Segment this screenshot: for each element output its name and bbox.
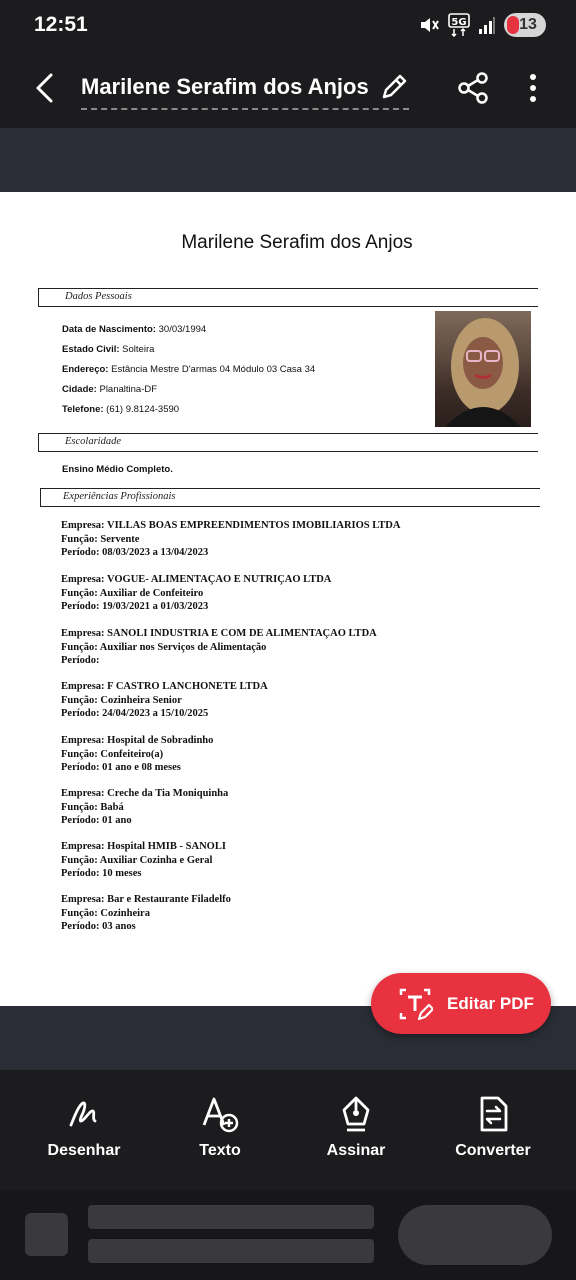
birth-date: Data de Nascimento: 30/03/1994: [62, 324, 207, 335]
document-title-text: Marilene Serafim dos Anjos: [81, 74, 369, 99]
back-button[interactable]: [26, 68, 62, 108]
ad-text-placeholder: [88, 1205, 374, 1229]
pencil-icon: [379, 72, 409, 102]
draw-button[interactable]: [24, 1092, 144, 1160]
experience-entry: Empresa: Bar e Restaurante Filadelfo Função: Cozinheira Período: 03 anos: [61, 894, 231, 932]
back-arrow-icon: [33, 72, 55, 104]
pen-nib-icon: [339, 1095, 373, 1133]
more-vertical-icon: [529, 73, 537, 103]
edit-text-icon: [397, 986, 433, 1022]
cv-name: Marilene Serafim dos Anjos: [181, 232, 413, 253]
edit-pdf-button[interactable]: [371, 973, 551, 1034]
app-bar: [0, 52, 576, 128]
status-icons: [418, 13, 546, 37]
section-education: Escolaridade: [38, 433, 538, 452]
experience-entry: Empresa: VOGUE- ALIMENTAÇAO E NUTRIÇAO LTDA Função: Auxiliar de Confeiteiro Período: 19/03/2021 a 01/03/2023: [61, 574, 332, 612]
ad-button-placeholder[interactable]: [398, 1205, 552, 1265]
experience-entry: Empresa: Hospital de Sobradinho Função: Confeiteiro(a) Período: 01 ano e 08 meses: [61, 735, 214, 773]
sign-label: Assinar: [326, 1142, 386, 1159]
experience-entry: Empresa: SANOLI INDUSTRIA E COM DE ALIMENTAÇAO LTDA Função: Auxiliar nos Serviços de Alimentação Período:: [61, 628, 377, 666]
education-text: Ensino Médio Completo.: [62, 464, 173, 475]
section-experience: Experiências Profissionais: [40, 488, 540, 507]
experience-entry: Empresa: Creche da Tia Moniquinha Função: Babá Período: 01 ano: [61, 788, 229, 826]
pdf-page[interactable]: [0, 192, 576, 1006]
more-options-button[interactable]: [518, 68, 548, 108]
ad-image-placeholder: [25, 1213, 68, 1256]
ad-text-placeholder: [88, 1239, 374, 1263]
share-button[interactable]: [454, 68, 492, 108]
phone: Telefone: (61) 9.8124-3590: [62, 404, 180, 415]
convert-label: Converter: [455, 1142, 531, 1159]
status-time: 12:51: [34, 13, 88, 36]
text-label: Texto: [199, 1142, 241, 1159]
address: Endereço: Estância Mestre D'armas 04 Módulo 03 Casa 34: [62, 364, 316, 375]
share-icon: [456, 71, 490, 105]
marital-status: Estado Civil: Solteira: [62, 344, 155, 355]
battery-icon: 13: [504, 13, 546, 37]
sign-button[interactable]: [296, 1092, 416, 1160]
5g-icon: [448, 13, 470, 37]
draw-icon: [67, 1097, 101, 1131]
experience-entry: Empresa: Hospital HMIB - SANOLI Função: Auxiliar Cozinha e Geral Período: 10 meses: [61, 841, 226, 879]
experience-entry: Empresa: F CASTRO LANCHONETE LTDA Função: Cozinheira Senior Período: 24/04/2023 a 15/10/2025: [61, 681, 268, 719]
convert-icon: [476, 1095, 510, 1133]
edit-pdf-label: Editar PDF: [447, 993, 534, 1013]
experience-entry: Empresa: VILLAS BOAS EMPREENDIMENTOS IMOBILIARIOS LTDA Função: Servente Período: 08/03/2023 a 13/04/2023: [61, 520, 401, 558]
city: Cidade: Planaltina-DF: [62, 384, 158, 395]
svg-text:5G: 5G: [451, 17, 467, 28]
convert-button[interactable]: [433, 1092, 553, 1160]
text-button[interactable]: [160, 1092, 280, 1160]
add-text-icon: [201, 1095, 239, 1133]
personal-data: [62, 320, 315, 420]
mute-icon: [418, 14, 440, 36]
ad-banner[interactable]: [0, 1190, 576, 1280]
profile-photo: [435, 311, 531, 427]
status-bar: [0, 0, 576, 52]
section-personal: Dados Pessoais: [38, 288, 538, 307]
signal-icon: [478, 15, 496, 35]
document-title[interactable]: [81, 72, 409, 110]
draw-label: Desenhar: [47, 1142, 121, 1159]
bottom-toolbar: [0, 1070, 576, 1190]
